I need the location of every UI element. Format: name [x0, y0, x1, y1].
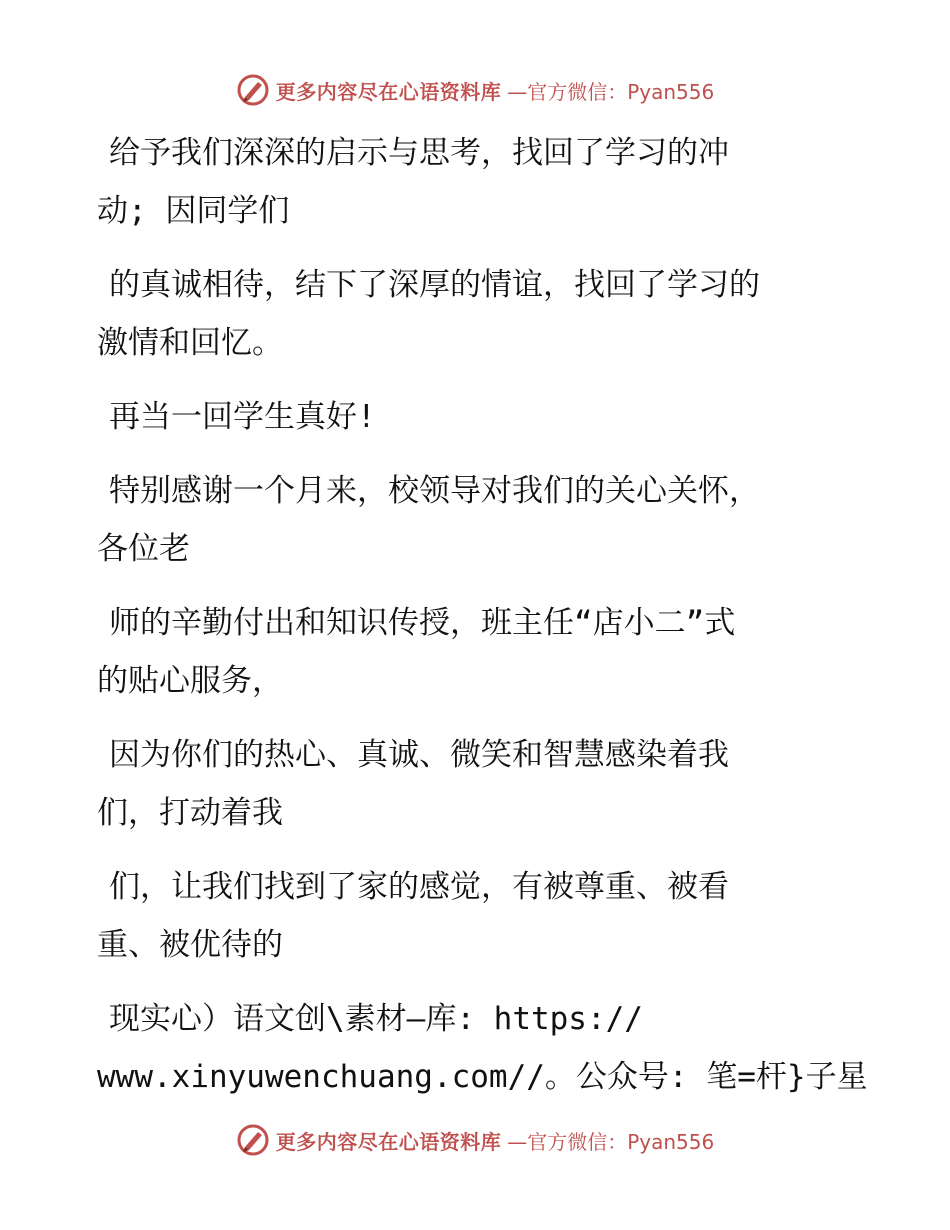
text-line: 现实心）语文创\素材—库: https:// [109, 1001, 643, 1037]
text-line: 的贴心服务， [97, 663, 283, 699]
paragraph [97, 990, 868, 1106]
pen-seal-icon [236, 1123, 270, 1157]
footer-banner-wechat: —官方微信：Pyan556 [507, 1129, 715, 1154]
text-line: 动; 因同学们 [97, 193, 290, 229]
footer-banner [0, 1120, 950, 1160]
pen-seal-icon [236, 73, 270, 107]
document-body [97, 124, 868, 1122]
text-line: 再当一回学生真好! [109, 399, 376, 435]
header-banner-wechat: —官方微信：Pyan556 [507, 79, 715, 104]
paragraph [97, 124, 857, 240]
header-banner [0, 70, 950, 110]
text-line: 激情和回忆。 [97, 325, 283, 361]
paragraph [97, 858, 857, 974]
text-line: 重、被优待的 [97, 927, 283, 963]
header-banner-title: 更多内容尽在心语资料库 [275, 79, 502, 104]
text-line: 因为你们的热心、真诚、微笑和智慧感染着我 [109, 737, 729, 773]
text-line: 各位老 [97, 531, 190, 567]
text-line: 师的辛勤付出和知识传授，班主任“店小二”式 [109, 605, 736, 641]
text-line: 给予我们深深的启示与思考，找回了学习的冲 [109, 135, 729, 171]
text-line: 的真诚相待，结下了深厚的情谊，找回了学习的 [109, 267, 760, 303]
paragraph [97, 594, 857, 710]
paragraph [97, 388, 857, 446]
text-line: www.xinyuwenchuang.com//。公众号: 笔=杆}子星 [97, 1059, 868, 1095]
text-line: 特别感谢一个月来，校领导对我们的关心关怀， [109, 473, 760, 509]
paragraph [97, 462, 857, 578]
paragraph [97, 726, 857, 842]
text-line: 们，让我们找到了家的感觉，有被尊重、被看 [109, 869, 729, 905]
text-line: 们，打动着我 [97, 795, 283, 831]
paragraph [97, 256, 857, 372]
footer-banner-title: 更多内容尽在心语资料库 [275, 1129, 502, 1154]
